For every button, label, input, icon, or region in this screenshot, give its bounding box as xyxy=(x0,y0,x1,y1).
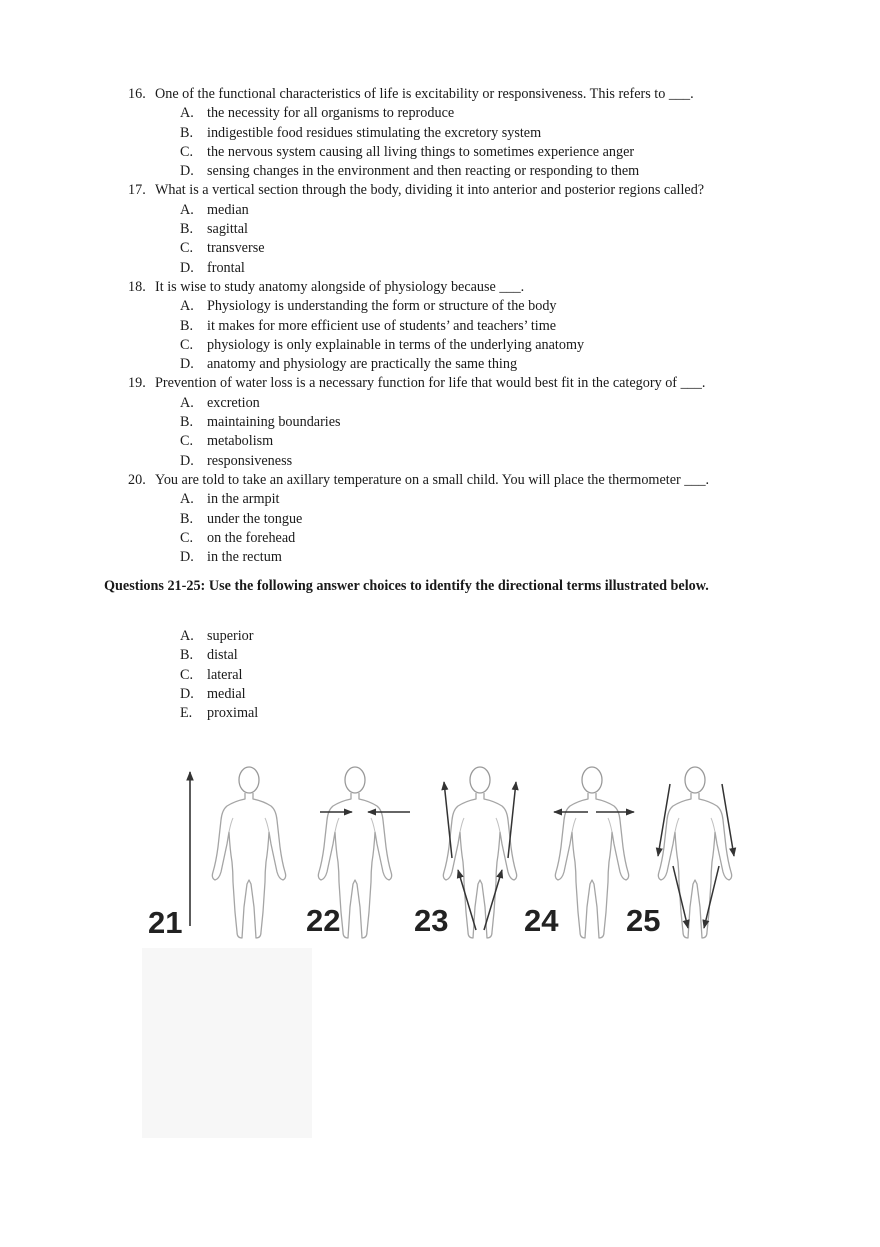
option xyxy=(128,336,788,355)
option-text: on the forehead xyxy=(207,529,296,546)
option-text: under the tongue xyxy=(207,510,303,527)
figure-label-22: 22 xyxy=(306,903,341,938)
body-outline xyxy=(443,767,516,938)
option-letter: C. xyxy=(180,143,194,160)
section-heading: Questions 21-25: Use the following answer choices to identify the directional terms illustrated below. xyxy=(104,578,709,594)
figure-label-23: 23 xyxy=(414,903,449,938)
option xyxy=(128,394,788,413)
option xyxy=(128,317,788,336)
option xyxy=(128,104,788,123)
option-text: sensing changes in the environment and then reacting or responding to them xyxy=(207,163,640,180)
choice-text: distal xyxy=(207,647,238,664)
option-letter: D. xyxy=(180,259,194,276)
option-text: in the armpit xyxy=(207,491,280,508)
arrow-distal-arm-right xyxy=(722,784,734,856)
choice-text: proximal xyxy=(207,705,259,722)
choice-letter: A. xyxy=(180,628,194,644)
option-letter: C. xyxy=(180,240,194,257)
question-text: Prevention of water loss is a necessary function for life that would best fit in the category of ___. xyxy=(155,375,706,392)
question-17 xyxy=(128,181,788,277)
option-letter: D. xyxy=(180,549,194,566)
choice-letter: E. xyxy=(180,705,193,722)
option-text: in the rectum xyxy=(207,549,282,566)
option-text: the necessity for all organisms to reproduce xyxy=(207,105,455,122)
option-letter: B. xyxy=(180,414,194,431)
option xyxy=(128,259,788,278)
option-letter: A. xyxy=(180,105,194,122)
option xyxy=(128,124,788,143)
choice-text: superior xyxy=(207,628,254,644)
choice xyxy=(180,666,258,685)
body-outline xyxy=(658,767,731,938)
question-number: 20. xyxy=(128,471,146,488)
scan-shading xyxy=(142,948,312,1138)
option xyxy=(128,413,788,432)
question-16 xyxy=(128,85,788,181)
option xyxy=(128,452,788,471)
option-text: transverse xyxy=(207,240,265,257)
question-number: 16. xyxy=(128,86,146,102)
option-letter: D. xyxy=(180,452,194,469)
choice-letter: D. xyxy=(180,685,194,702)
figure-label-25: 25 xyxy=(626,903,661,938)
choice-text: medial xyxy=(207,685,246,702)
option-text: metabolism xyxy=(207,433,274,450)
option xyxy=(128,297,788,316)
option-letter: B. xyxy=(180,221,194,238)
question-text: It is wise to study anatomy alongside of physiology because ___. xyxy=(155,278,525,295)
choice xyxy=(180,627,258,646)
choice xyxy=(180,704,258,723)
option-text: Physiology is understanding the form or structure of the body xyxy=(207,298,557,315)
option xyxy=(128,548,788,567)
option-letter: D. xyxy=(180,356,194,373)
option xyxy=(128,201,788,220)
figure-25 xyxy=(626,767,734,938)
figure-label-21: 21 xyxy=(148,905,183,940)
question-text: One of the functional characteristics of life is excitability or responsiveness. This refers to ___. xyxy=(155,86,694,102)
option-text: median xyxy=(207,201,249,218)
question-number: 18. xyxy=(128,278,146,295)
option xyxy=(128,162,788,181)
option-letter: A. xyxy=(180,491,194,508)
option-letter: B. xyxy=(180,124,194,141)
option-letter: A. xyxy=(180,394,194,411)
option xyxy=(128,220,788,239)
option-text: the nervous system causing all living things to sometimes experience anger xyxy=(207,143,635,160)
option xyxy=(128,432,788,451)
choice-letter: B. xyxy=(180,647,194,664)
answer-choices xyxy=(180,627,258,723)
figure-21 xyxy=(148,767,286,940)
option-letter: D. xyxy=(180,163,194,180)
choice-text: lateral xyxy=(207,666,243,683)
question-number: 17. xyxy=(128,182,146,199)
option-letter: A. xyxy=(180,201,194,218)
choice xyxy=(180,685,258,704)
choice-letter: C. xyxy=(180,666,194,683)
option-letter: C. xyxy=(180,529,194,546)
arrow-distal-leg-left xyxy=(673,866,688,928)
question-text: What is a vertical section through the body, dividing it into anterior and posterior regions called? xyxy=(155,182,705,199)
option-letter: C. xyxy=(180,336,194,353)
question-20 xyxy=(128,471,788,567)
option xyxy=(128,510,788,529)
option xyxy=(128,529,788,548)
figure-22 xyxy=(306,767,410,938)
option-text: sagittal xyxy=(207,221,248,238)
option-text: it makes for more efficient use of students’ and teachers’ time xyxy=(207,317,557,334)
option-text: frontal xyxy=(207,259,245,276)
question-text: You are told to take an axillary temperature on a small child. You will place the thermometer ___. xyxy=(155,471,710,488)
option xyxy=(128,355,788,374)
directional-terms-figure xyxy=(130,748,760,1148)
option-text: excretion xyxy=(207,394,260,411)
option xyxy=(128,143,788,162)
option-text: responsiveness xyxy=(207,452,293,469)
figure-label-24: 24 xyxy=(524,903,559,938)
questions-list xyxy=(128,85,788,567)
figure-24 xyxy=(524,767,634,938)
body-outline xyxy=(212,767,285,938)
arrow-proximal-arm-left xyxy=(444,782,452,858)
option-text: anatomy and physiology are practically the same thing xyxy=(207,356,518,373)
option xyxy=(128,490,788,509)
option-letter: C. xyxy=(180,433,194,450)
question-19 xyxy=(128,374,788,470)
option-letter: A. xyxy=(180,298,194,315)
option-text: maintaining boundaries xyxy=(207,414,341,431)
question-18 xyxy=(128,278,788,374)
arrow-proximal-arm-right xyxy=(508,782,516,858)
body-outline xyxy=(555,767,628,938)
option-letter: B. xyxy=(180,317,194,334)
option-letter: B. xyxy=(180,510,194,527)
choice xyxy=(180,646,258,665)
option-text: physiology is only explainable in terms of the underlying anatomy xyxy=(207,336,585,353)
option-text: indigestible food residues stimulating the excretory system xyxy=(207,124,542,141)
option xyxy=(128,239,788,258)
question-number: 19. xyxy=(128,375,146,392)
figure-23 xyxy=(414,767,517,938)
